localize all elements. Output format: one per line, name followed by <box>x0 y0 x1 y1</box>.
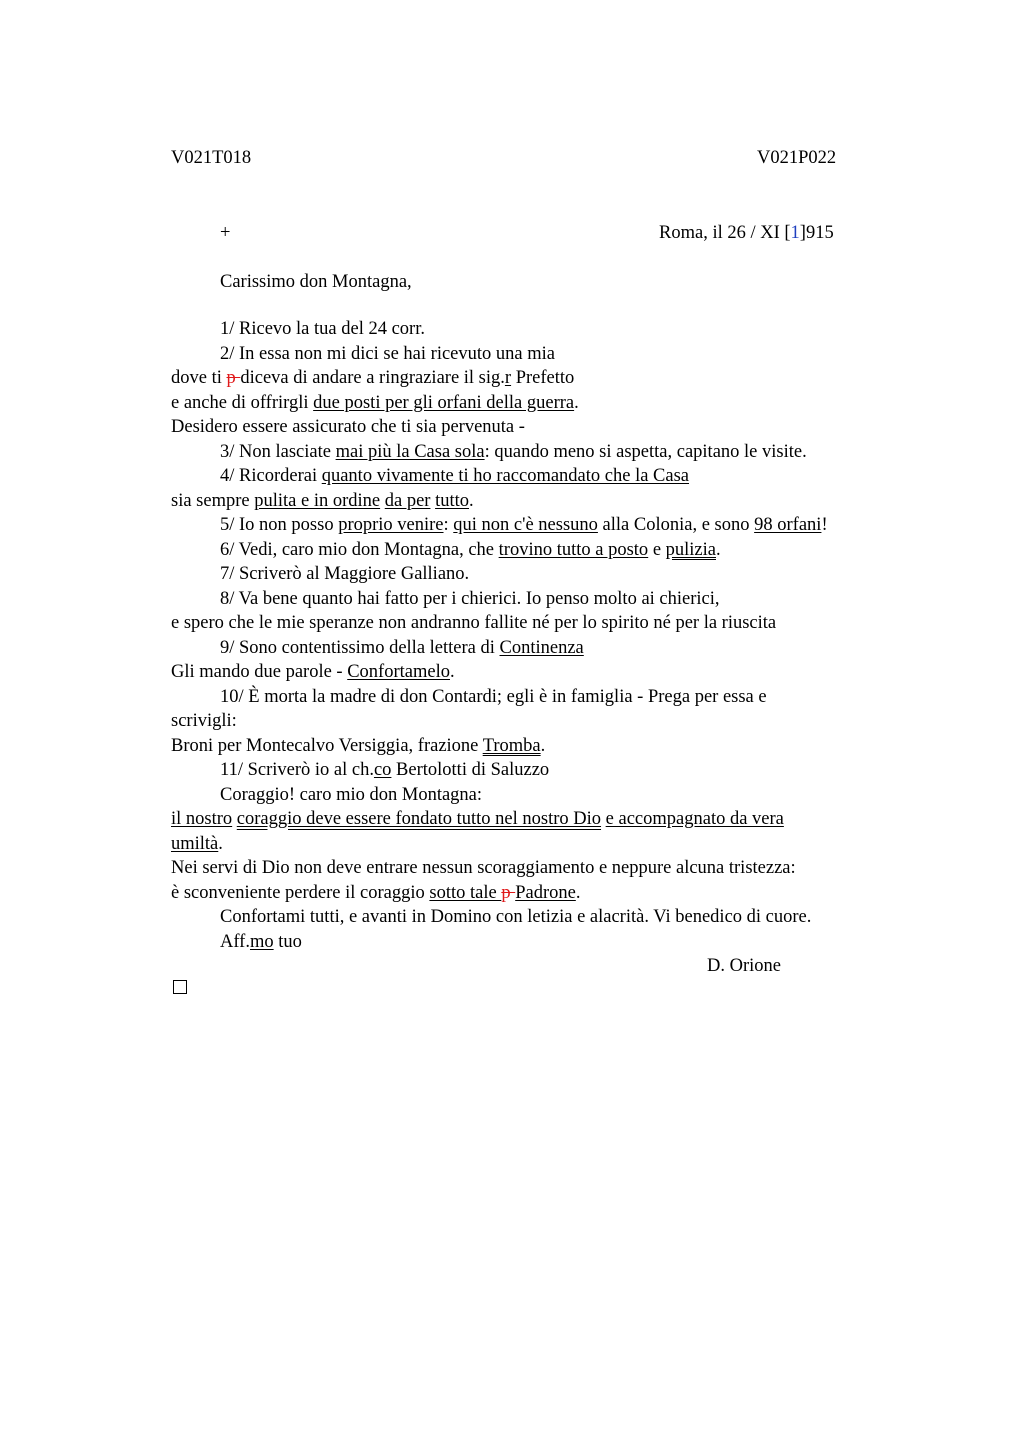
underlined-text: due posti per gli orfani della guerra <box>313 392 575 413</box>
underlined-text: mo <box>249 931 274 952</box>
closing-line-2 <box>171 807 931 832</box>
paragraph-10-line-2: scrivigli: <box>171 711 237 731</box>
cross-mark: + <box>220 223 231 243</box>
text: : <box>443 515 454 535</box>
text: 3/ Non lasciate <box>220 441 336 462</box>
text: Aff. <box>220 931 250 952</box>
paragraph-2-line-3 <box>171 391 931 416</box>
closing-line-4: Nei servi di Dio non deve entrare nessun scoraggiamento e neppure alcuna tristezza: <box>171 858 796 878</box>
text: alla Colonia, e sono <box>597 515 755 535</box>
paragraph-11 <box>171 758 931 783</box>
end-square-mark <box>173 980 187 994</box>
document-code-right: V021P022 <box>757 148 837 168</box>
text: 4/ Ricorderai <box>220 466 322 486</box>
underlined-text: tutto <box>435 490 469 511</box>
double-underlined-text: pulizia <box>665 539 716 560</box>
document-code-left: V021T018 <box>171 148 252 168</box>
underlined-text: sotto tale <box>429 882 502 903</box>
underlined-text: 98 orfani <box>754 515 822 535</box>
paragraph-3 <box>171 440 931 465</box>
text: 9/ Sono contentissimo della lettera di <box>220 637 500 658</box>
text: . <box>469 490 474 511</box>
paragraph-10-line-1: 10/ È morta la madre di don Contardi; egli è in famiglia - Prega per essa e <box>220 686 767 707</box>
closing-line-3 <box>171 832 931 857</box>
text: sia sempre <box>171 490 255 511</box>
underlined-text: e accompagnato da vera <box>605 809 784 829</box>
closing-line-7 <box>171 930 931 955</box>
paragraph-4-line-1 <box>171 464 931 489</box>
double-underlined-text: coraggio deve essere fondato tutto nel nostro Dio <box>236 809 602 829</box>
text: ! <box>821 515 828 535</box>
text: 5/ Io non posso <box>220 515 339 535</box>
text: Broni per Montecalvo Versiggia, frazione <box>171 735 483 756</box>
underlined-text: Padrone <box>515 882 576 903</box>
closing-line-6: Confortami tutti, e avanti in Domino con letizia e alacrità. Vi benedico di cuore. <box>220 907 812 927</box>
text: è sconveniente perdere il coraggio <box>171 882 430 903</box>
underlined-text: Continenza <box>499 637 584 658</box>
letter-body <box>171 317 931 954</box>
text: e <box>648 539 666 560</box>
paragraph-10-line-3 <box>171 734 931 759</box>
deleted-letter: p <box>501 882 516 903</box>
paragraph-2-line-1: 2/ In essa non mi dici se hai ricevuto una mia <box>220 343 555 364</box>
underlined-text: pulita e in ordine <box>254 490 381 511</box>
dateline-inserted-digit: 1 <box>790 223 800 243</box>
closing-line-1: Coraggio! caro mio don Montagna: <box>220 784 483 805</box>
paragraph-2-line-2 <box>171 366 931 391</box>
underlined-text: da per <box>384 490 431 511</box>
paragraph-4-line-2 <box>171 489 931 514</box>
paragraph-7: 7/ Scriverò al Maggiore Galliano. <box>220 564 470 584</box>
text: dove ti <box>171 368 227 388</box>
text: 6/ Vedi, caro mio don Montagna, che <box>220 539 499 560</box>
text: : quando meno si aspetta, capitano le visite. <box>484 441 807 462</box>
underlined-text: il nostro <box>171 809 233 829</box>
paragraph-6 <box>171 538 931 563</box>
dateline-year: ]915 <box>799 223 834 243</box>
paragraph-8-line-1: 8/ Va bene quanto hai fatto per i chierici. Io penso molto ai chierici, <box>220 588 720 609</box>
underlined-text: trovino tutto a posto <box>498 539 649 560</box>
underlined-text: co <box>373 760 392 780</box>
text: . <box>218 833 223 854</box>
double-underlined-text: Tromba <box>482 735 541 756</box>
deleted-letter: p <box>226 368 241 388</box>
salutation: Carissimo don Montagna, <box>220 272 412 292</box>
text: Prefetto <box>511 368 575 388</box>
underlined-text: qui non c'è nessuno <box>453 515 598 535</box>
underlined-text: proprio venire <box>338 515 444 535</box>
paragraph-1: 1/ Ricevo la tua del 24 corr. <box>220 319 425 339</box>
underlined-text: r <box>504 368 512 388</box>
dateline <box>659 224 834 243</box>
text: . <box>575 882 581 903</box>
closing-line-5 <box>171 881 931 906</box>
paragraph-9-line-2 <box>171 660 931 685</box>
signature: D. Orione <box>707 956 781 976</box>
text: tuo <box>273 931 302 952</box>
paragraph-5 <box>171 513 931 538</box>
paragraph-8-line-2: e spero che le mie speranze non andranno fallite né per lo spirito né per la riuscita <box>171 613 777 633</box>
text: Bertolotti di Saluzzo <box>391 760 550 780</box>
text: . <box>540 735 546 756</box>
text: Gli mando due parole - <box>171 662 348 682</box>
dateline-text: Roma, il 26 / XI [ <box>659 223 791 243</box>
text: . <box>716 539 721 560</box>
underlined-text: Confortamelo <box>347 662 450 682</box>
text: e anche di offrirgli <box>171 392 314 413</box>
paragraph-9-line-1 <box>171 636 931 661</box>
underlined-text: quanto vivamente ti ho raccomandato che la Casa <box>321 466 690 486</box>
paragraph-2-line-4: Desidero essere assicurato che ti sia pervenuta - <box>171 417 525 437</box>
underlined-text: umiltà <box>171 833 219 854</box>
underlined-text: mai più la Casa sola <box>335 441 485 462</box>
text: 11/ Scriverò io al ch. <box>220 760 374 780</box>
text: . <box>449 662 455 682</box>
text: diceva di andare a ringraziare il sig. <box>240 368 505 388</box>
text: . <box>574 392 579 413</box>
